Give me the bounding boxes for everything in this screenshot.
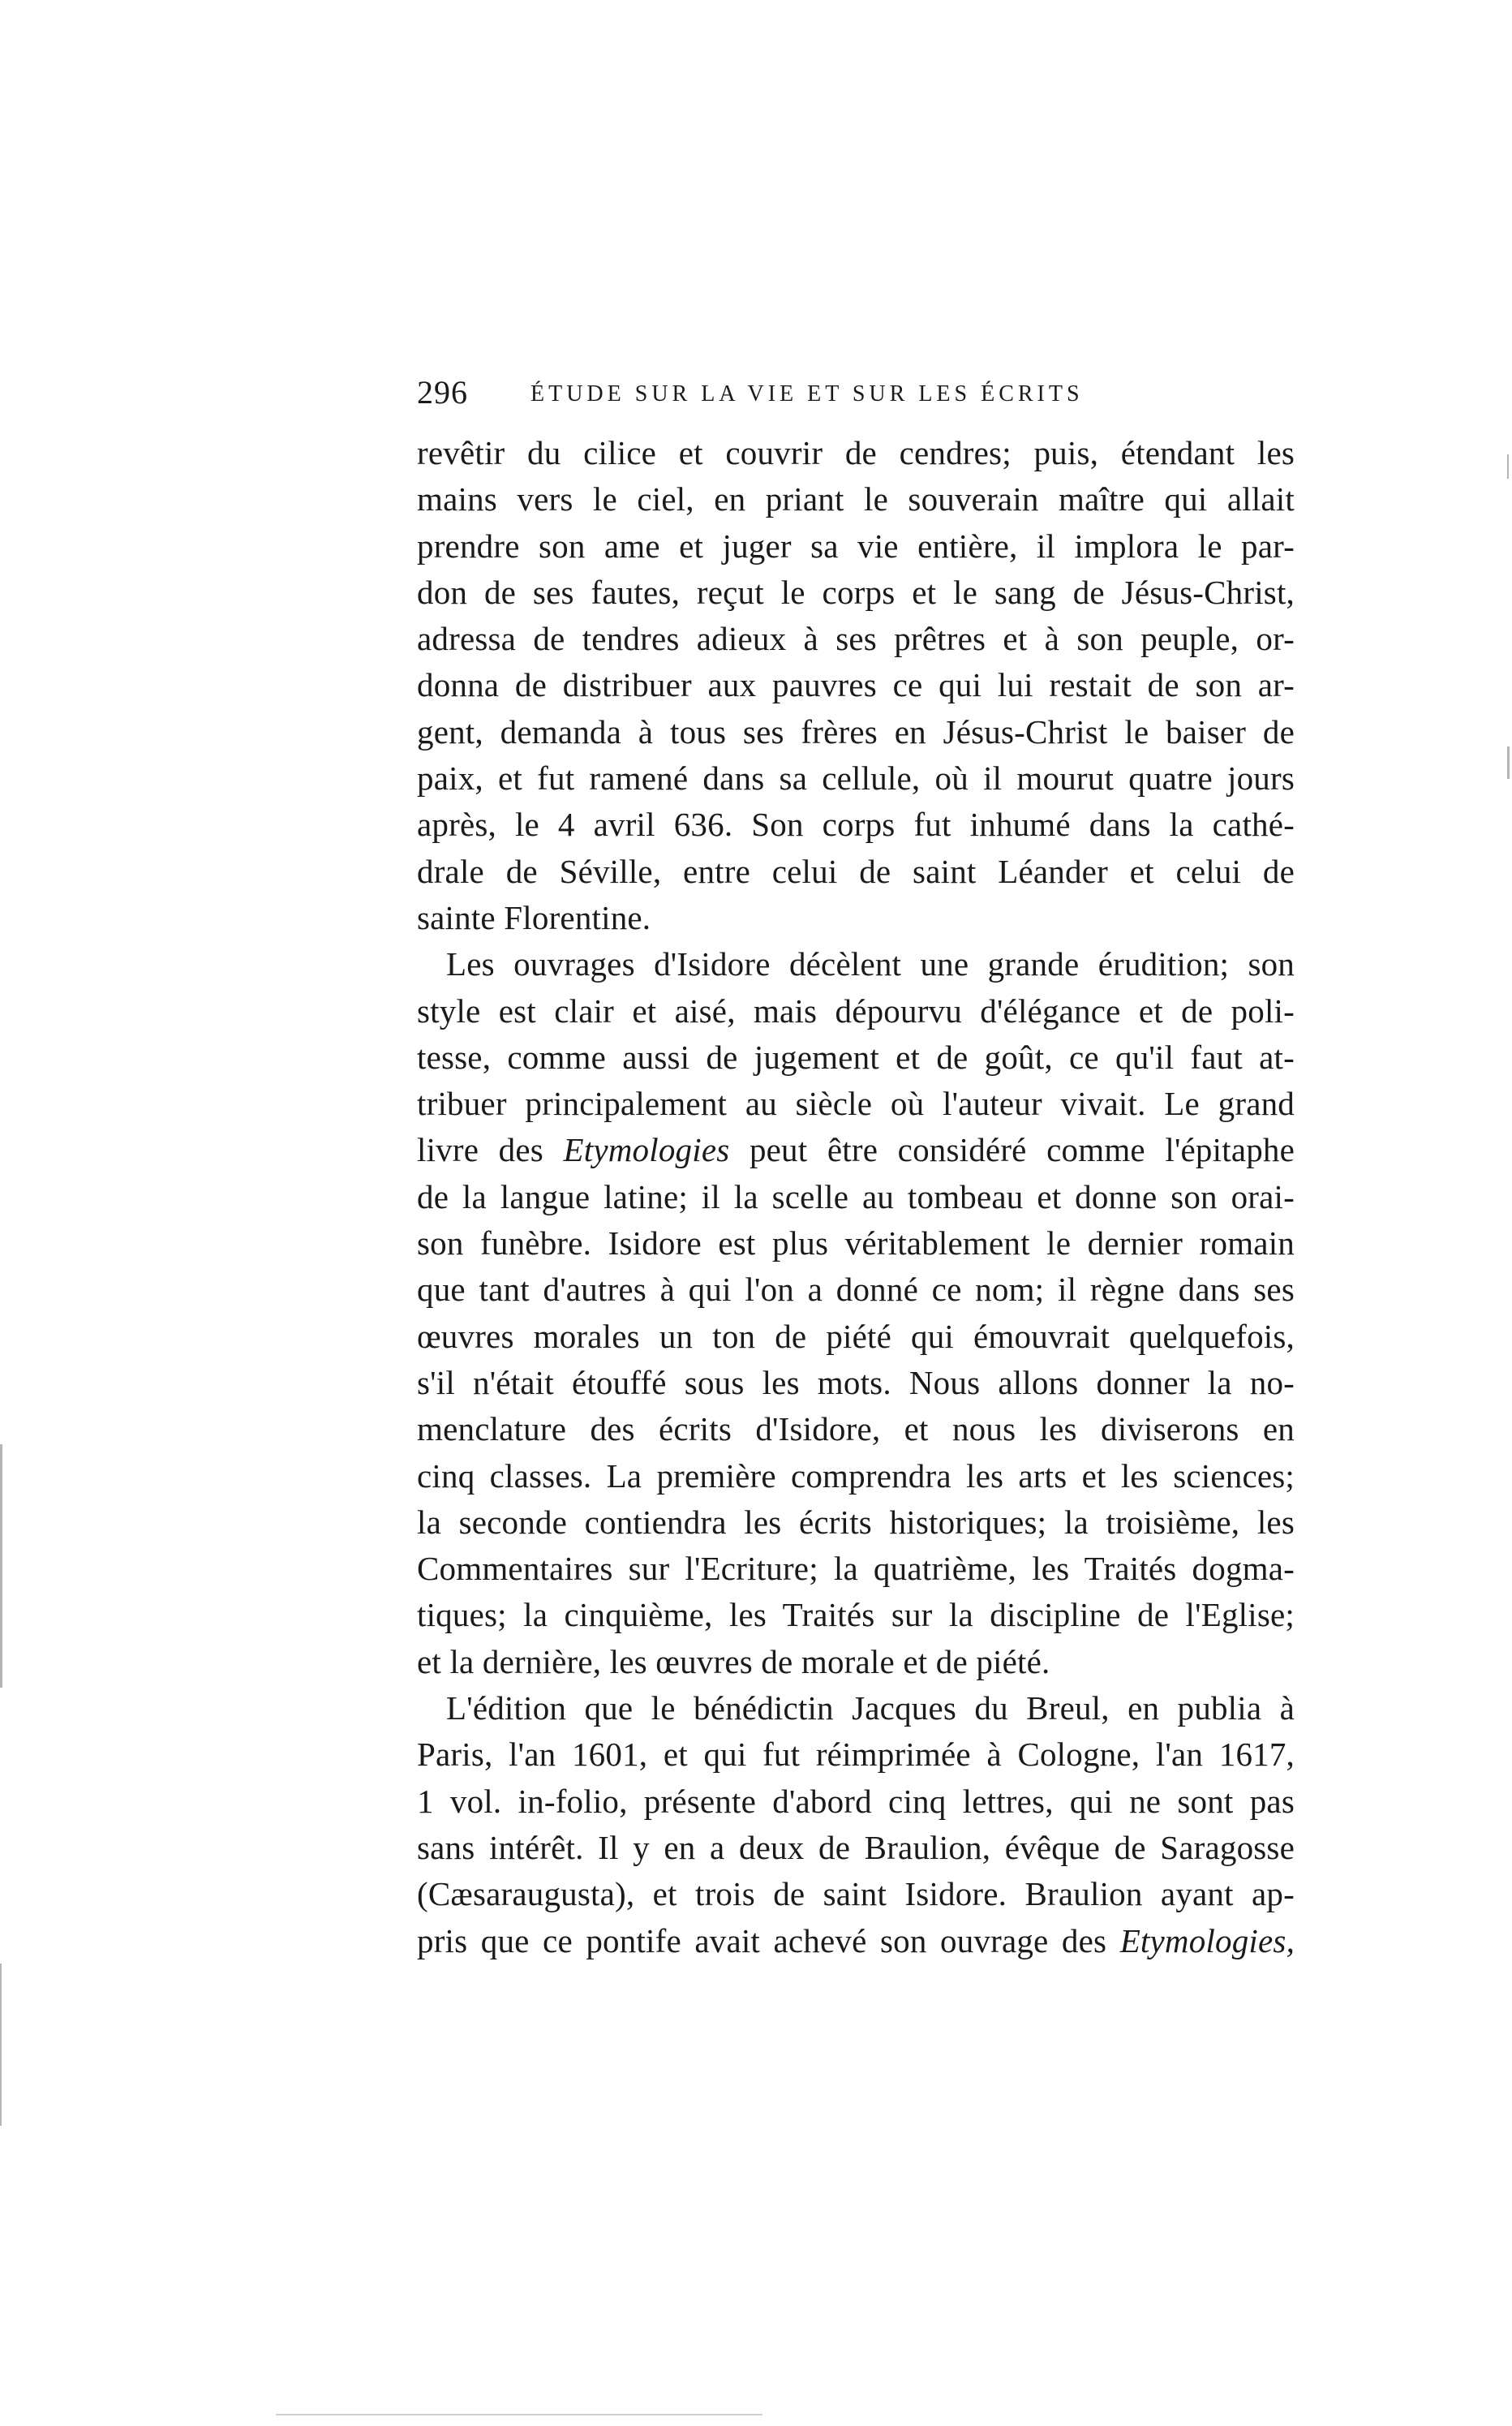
text-line: œuvres morales un ton de piété qui émouvrait quelquefois,: [417, 1317, 1295, 1355]
text-line-with-italic: [417, 1918, 1295, 1964]
text-line: adressa de tendres adieux à ses prêtres et à son peuple, or-: [417, 620, 1295, 658]
text-line: gent, demanda à tous ses frères en Jésus-Christ le baiser de: [417, 712, 1295, 751]
text-line: Commentaires sur l'Ecriture; la quatrième, les Traités dogma-: [417, 1550, 1295, 1588]
text-line: prendre son ame et juger sa vie entière, il implora le par-: [417, 527, 1295, 565]
body-text: [417, 430, 1295, 1964]
bottom-scan-rule: [276, 2414, 762, 2415]
text-line-with-italic: [417, 1127, 1295, 1173]
text-line: sans intérêt. Il y en a deux de Braulion, évêque de Saragosse: [417, 1828, 1295, 1866]
text-line: paix, et fut ramené dans sa cellule, où il mourut quatre jours: [417, 759, 1295, 798]
text-line: son funèbre. Isidore est plus véritablement le dernier romain: [417, 1224, 1295, 1262]
left-margin-scan-mark: [0, 1444, 2, 1688]
text-line: L'édition que le bénédictin Jacques du Breul, en publia à: [446, 1689, 1295, 1727]
text-line: menclature des écrits d'Isidore, et nous les diviserons en: [417, 1410, 1295, 1448]
text-line: tesse, comme aussi de jugement et de goût, ce qu'il faut at-: [417, 1038, 1295, 1076]
text-line: sainte Florentine.: [417, 898, 651, 936]
text-line: s'il n'était étouffé sous les mots. Nous allons donner la no-: [417, 1363, 1295, 1401]
text-line: la seconde contiendra les écrits historiques; la troisième, les: [417, 1503, 1295, 1541]
text-line: Paris, l'an 1601, et qui fut réimprimée à Cologne, l'an 1617,: [417, 1736, 1295, 1774]
text-fragment: livre des: [417, 1131, 543, 1169]
right-margin-scan-mark: [1507, 454, 1509, 479]
text-line: après, le 4 avril 636. Son corps fut inhumé dans la cathé-: [417, 806, 1295, 844]
text-line: donna de distribuer aux pauvres ce qui lui restait de son ar-: [417, 666, 1295, 704]
italic-title: Etymologies: [563, 1131, 730, 1169]
text-fragment: pris que ce pontife avait achevé son ouvrage des: [417, 1921, 1107, 1959]
text-line: que tant d'autres à qui l'on a donné ce nom; il règne dans ses: [417, 1271, 1295, 1309]
text-line: 1 vol. in-folio, présente d'abord cinq lettres, qui ne sont pas: [417, 1782, 1295, 1820]
text-line: tribuer principalement au siècle où l'auteur vivait. Le grand: [417, 1085, 1295, 1123]
page-header: [417, 373, 1309, 422]
running-title: ÉTUDE SUR LA VIE ET SUR LES ÉCRITS: [530, 381, 1084, 406]
text-line: tiques; la cinquième, les Traités sur la discipline de l'Eglise;: [417, 1596, 1295, 1634]
text-line: (Cæsaraugusta), et trois de saint Isidore. Braulion ayant ap-: [417, 1875, 1295, 1913]
text-line: drale de Séville, entre celui de saint Léander et celui de: [417, 852, 1295, 890]
text-line: cinq classes. La première comprendra les arts et les sciences;: [417, 1456, 1295, 1495]
page-number: 296: [417, 374, 468, 411]
text-line: mains vers le ciel, en priant le souverain maître qui allait: [417, 480, 1295, 518]
text-line: et la dernière, les œuvres de morale et de piété.: [417, 1642, 1050, 1680]
text-line: don de ses fautes, reçut le corps et le sang de Jésus-Christ,: [417, 573, 1295, 611]
text-line: de la langue latine; il la scelle au tombeau et donne son orai-: [417, 1177, 1295, 1215]
text-line: style est clair et aisé, mais dépourvu d'élégance et de poli-: [417, 991, 1295, 1030]
text-line: revêtir du cilice et couvrir de cendres; puis, étendant les: [417, 434, 1295, 471]
left-margin-scan-mark: [0, 1964, 2, 2126]
text-line: Les ouvrages d'Isidore décèlent une grande érudition; son: [446, 945, 1295, 983]
text-fragment: peut être considéré comme l'épitaphe: [749, 1131, 1295, 1169]
right-margin-scan-mark: [1507, 746, 1510, 779]
italic-title: Etymologies,: [1119, 1921, 1295, 1959]
